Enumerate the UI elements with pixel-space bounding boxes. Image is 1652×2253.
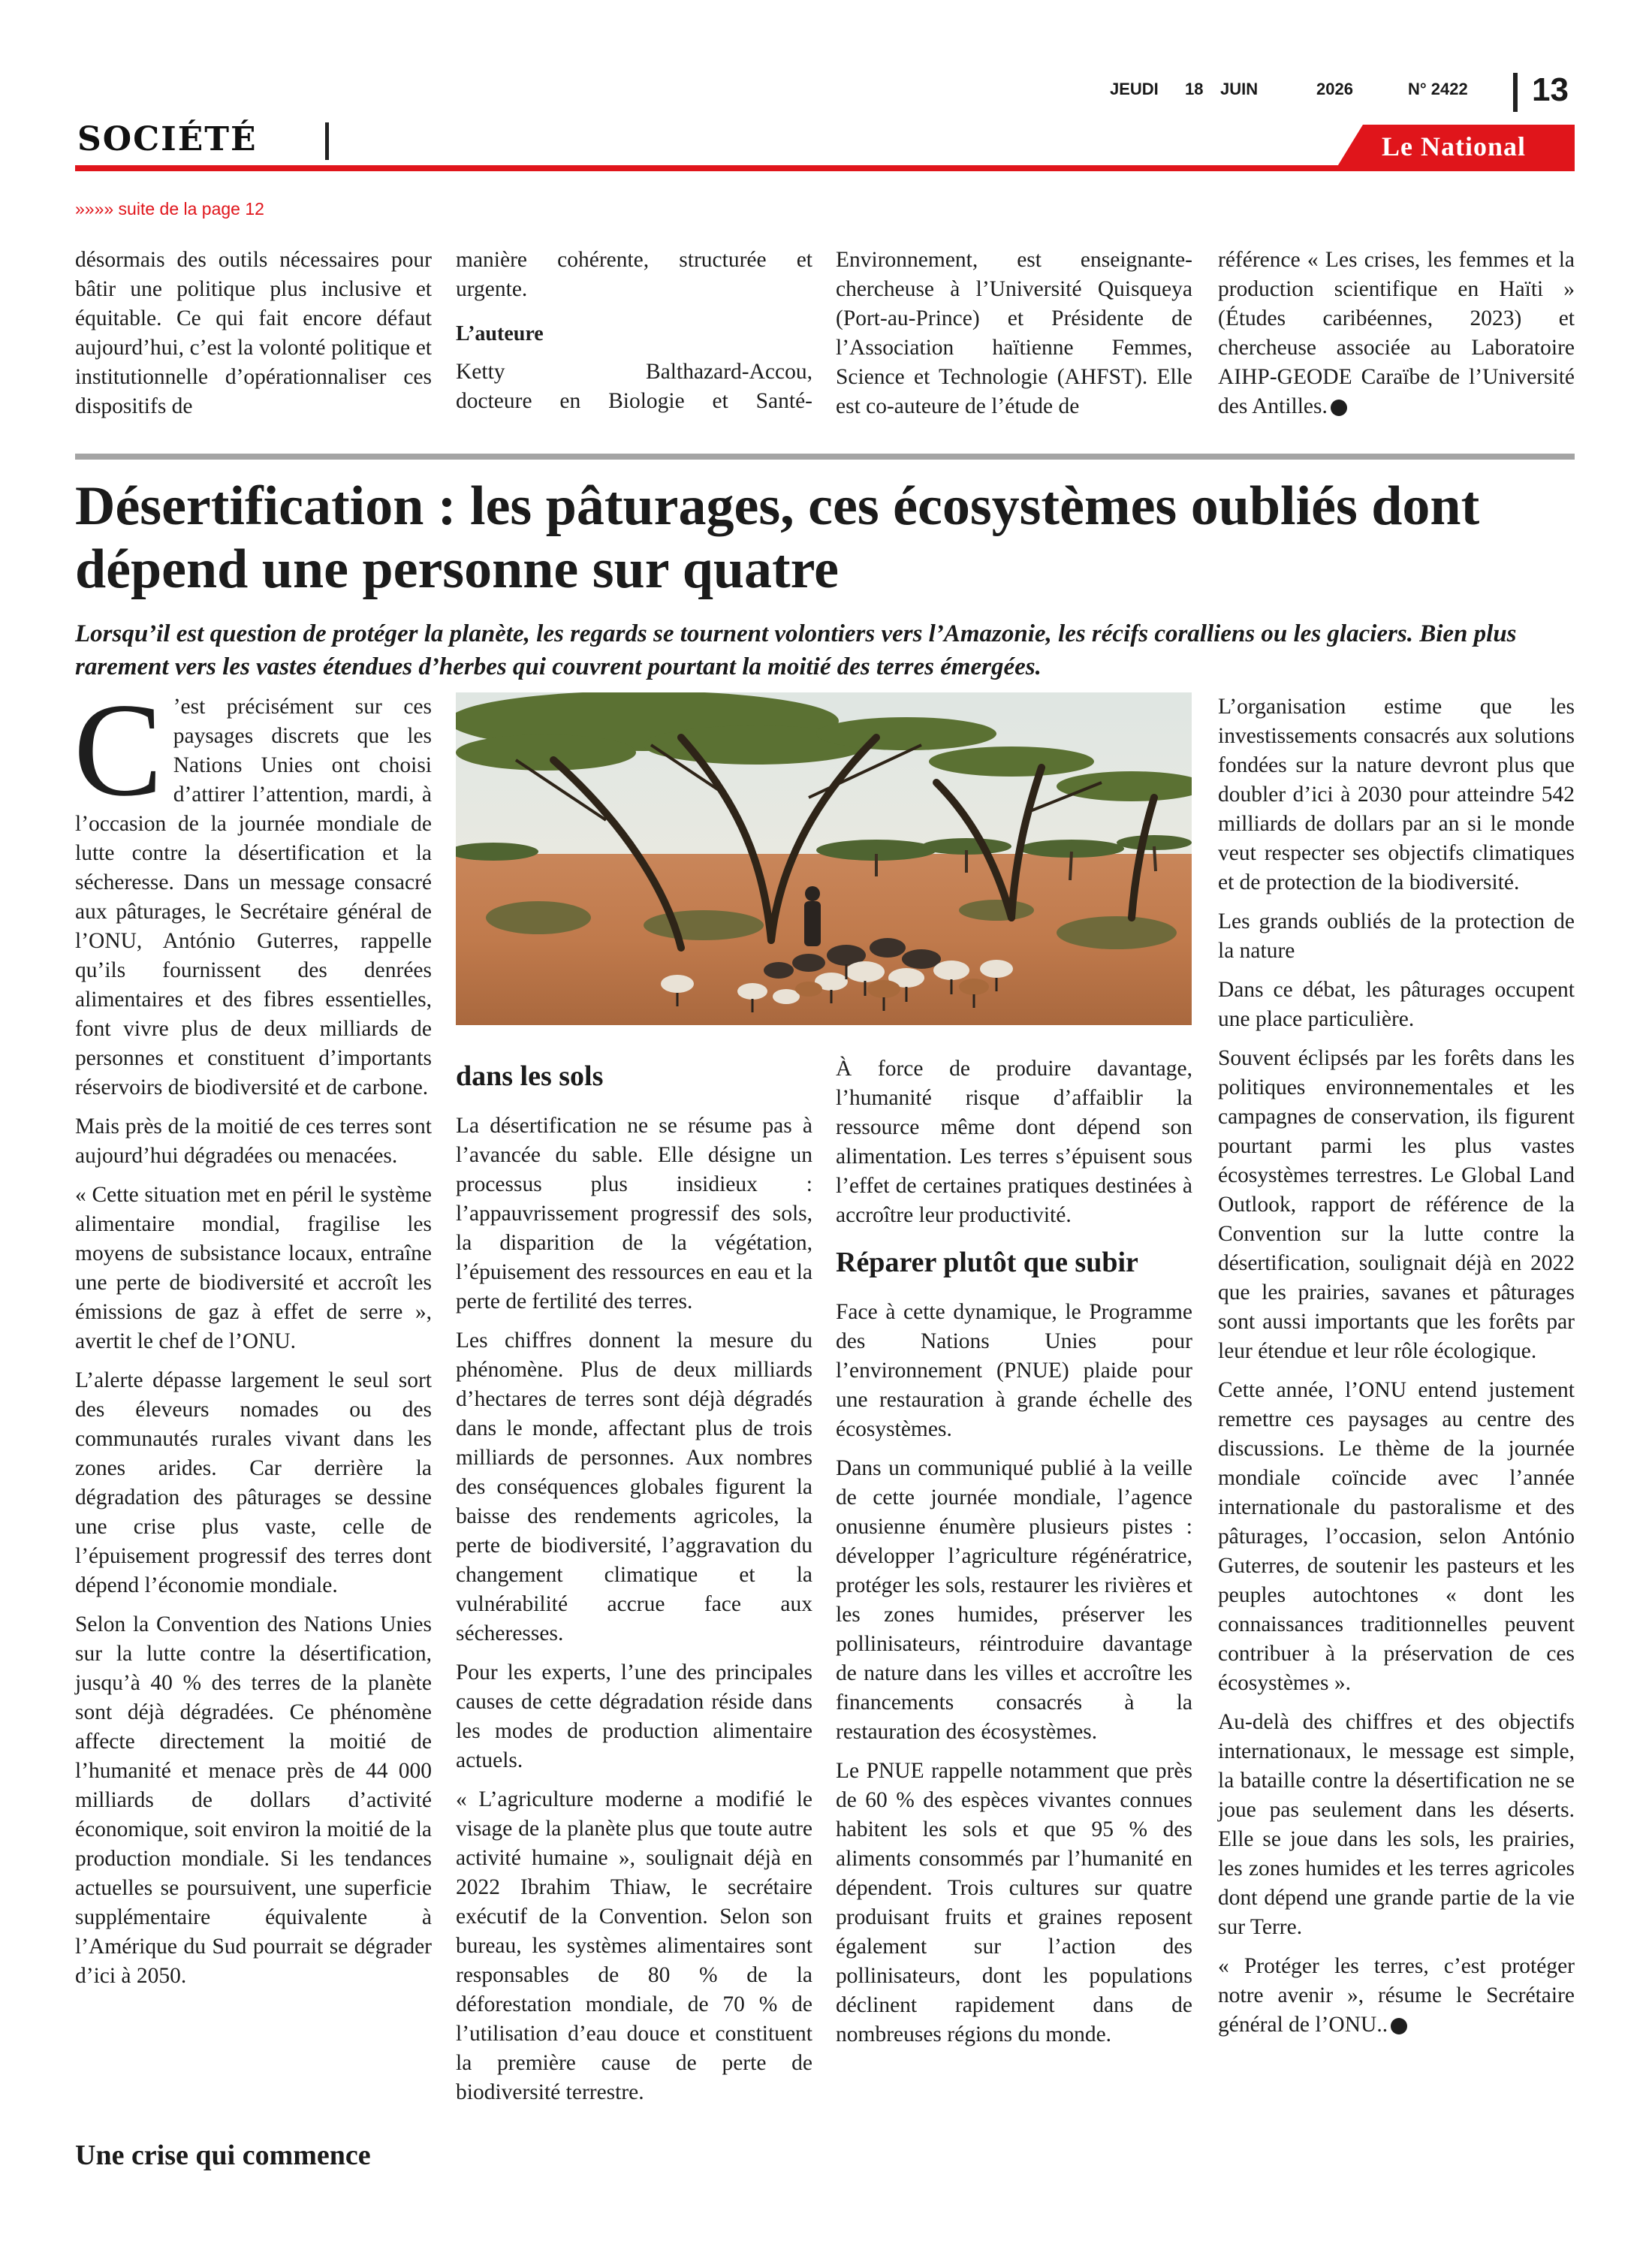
header-year: 2026 [1316, 80, 1353, 98]
prev-article-text: manière cohérente, structurée et urgente. [456, 248, 812, 301]
end-of-article-icon [1391, 2018, 1407, 2034]
article-paragraph: Dans un communiqué publié à la veille de cette journée mondiale, l’agence onusienne énumère plusieurs pistes : développer l’agriculture régénératrice, protéger les sols, restaurer les rivières et les zones humides, préserver les pollinisateurs, réintroduire davantage de nature dans les villes et accroître les financements consacrés à la restauration des écosystèmes. [836, 1456, 1192, 1744]
masthead-logo-text: Le National [1382, 131, 1527, 161]
header-month: JUIN [1220, 80, 1259, 98]
article-paragraph: Mais près de la moitié de ces terres sont aujourd’hui dégradées ou menacées. [75, 1114, 432, 1168]
subheading: Une crise qui commence [75, 2140, 371, 2171]
article-paragraph: La désertification ne se résume pas à l’avancée du sable. Elle désigne un processus plus insidieux : l’appauvrissement progressif des sols, la disparition de la végétation, l’épuisement des ressources en eau et la perte de fertilité des terres. [456, 1114, 812, 1313]
prev-article-column-3 [836, 246, 1192, 431]
article-paragraph: Le PNUE rappelle notamment que près de 60 % des espèces vivantes connues habitent les sols et que 95 % des aliments consommés par l’humanité en dépendent. Trois cultures sur quatre produisant fruits et graines reposent également sur l’action des pollinisateurs, dont les populations déclinent rapidement dans de nombreuses régions du monde. [836, 1759, 1192, 2046]
article-lede: Lorsqu’il est question de protéger la planète, les regards se tournent volontiers vers l’Amazonie, les récifs coralliens ou les glaciers. Bien plus rarement vers les vastes étendues d’herbes qui couvrent pourtant la moitié des terres émergées. [75, 620, 1517, 680]
article-column-4 [1218, 692, 1575, 2049]
section-divider [325, 122, 329, 160]
article-paragraph: Pour les experts, l’une des principales causes de cette dégradation réside dans les modes de production alimentaire actuels. [456, 1660, 812, 1772]
header-date-number: 18 [1185, 80, 1204, 98]
prev-article-text: référence « Les crises, les femmes et la production scientifique en Haïti » (Études caribéennes, 2023) et chercheuse associée au Laboratoire AIHP-GEODE Caraïbe de l’Université des Antilles. [1218, 248, 1575, 418]
prev-article-text: Environnement, est enseignante-chercheuse à l’Université Quisqueya (Port-au-Prince) et Présidente de l’Association haïtienne Femmes, Science et Technologie (AHFST). Elle est co-auteure de l’étude de [836, 248, 1192, 418]
author-heading: L’auteure [456, 322, 544, 345]
article-paragraph: Au-delà des chiffres et des objectifs internationaux, le message est simple, la bataille contre la désertification ne se joue pas seulement dans les déserts. Elle se joue dans les sols, les prairies, les zones humides et les terres agricoles dont dépend une grande partie de la vie sur Terre. [1218, 1710, 1575, 1939]
article-column-3 [836, 1054, 1192, 2059]
article-paragraph: « Protéger les terres, c’est protéger notre avenir », résume le Secrétaire général de l’ONU.. [1218, 1954, 1575, 2037]
article-paragraph: Les grands oubliés de la protection de la nature [1218, 909, 1575, 963]
author-name: Ketty Balthazard-Accou, [456, 360, 812, 384]
prev-article-column-1 [75, 246, 432, 431]
header-issue-number: N° 2422 [1408, 80, 1468, 98]
header-divider [1513, 73, 1518, 112]
article-separator-rule [75, 454, 1575, 460]
prev-article-column-4 [1218, 246, 1575, 431]
article-paragraph: Face à cette dynamique, le Programme des Nations Unies pour l’environnement (PNUE) plaide pour une restauration à grande échelle des écosystèmes. [836, 1300, 1192, 1441]
article-paragraph: Les chiffres donnent la mesure du phénomène. Plus de deux milliards d’hectares de terres sont déjà dégradés dans le monde, affectant plus de trois milliards de personnes. Aux nombres des conséquences globales figurent la baisse des rendements agricoles, la perte de biodiversité, l’aggravation du changement climatique et la vulnérabilité accrue face aux sécheresses. [456, 1329, 812, 1645]
article-paragraph: Dans ce débat, les pâturages occupent une place particulière. [1218, 978, 1575, 1031]
section-title: SOCIÉTÉ [77, 120, 258, 158]
article-paragraph: Cette année, l’ONU entend justement remettre ces paysages au centre des discussions. Le thème de la journée mondiale coïncide avec l’année internationale du pastoralisme et des pâturages, l’occasion, selon António Guterres, de soutenir les pasteurs et les peuples autochtones « dont les connaissances traditionnelles peuvent contribuer à la préservation de ces écosystèmes ». [1218, 1378, 1575, 1695]
article-headline: Désertification : les pâturages, ces écosystèmes oubliés dont dépend une personne sur quatre [75, 475, 1480, 600]
acacia-savanna-goats-herder-image [456, 692, 1192, 1025]
article-paragraph: « Cette situation met en péril le système alimentaire mondial, fragilise les moyens de subsistance locaux, entraîne une perte de biodiversité et accroît les émissions de gaz à effet de serre », avertit le chef de l’ONU. [75, 1183, 432, 1353]
drop-cap: C [74, 675, 163, 824]
article-paragraph: L’alerte dépasse largement le seul sort des éleveurs nomades ou des communautés rurales vivant dans les zones arides. Car derrière la dégradation des pâturages se dessine une crise plus vaste, celle de l’épuisement progressif des terres dont dépend l’économie mondiale. [75, 1368, 432, 1597]
continued-from-label[interactable]: »»»» suite de la page 12 [75, 199, 264, 219]
article-column-1 [74, 675, 432, 2001]
article-paragraph: L’organisation estime que les investissements consacrés aux solutions fondées sur la nature devront plus que doubler d’ici à 2030 pour atteindre 542 milliards de dollars par an si le monde veut respecter ses objectifs climatiques et de protection de la biodiversité. [1218, 695, 1575, 894]
prev-article-text: désormais des outils nécessaires pour bâtir une politique plus inclusive et équitable. Ce qui fait encore défaut aujourd’hui, c’est la volonté politique et institutionnelle d’opérationnaliser ces dispositifs de [75, 248, 432, 418]
article-paragraph: Selon la Convention des Nations Unies sur la lutte contre la désertification, jusqu’à 40 % des terres de la planète sont déjà dégradées. Ce phénomène affecte directement la moitié de l’humanité et menace près de 44 000 milliards de dollars d’activité économique, soit environ la moitié de la production mondiale. Si les tendances actuelles se poursuivent, une superficie supplémentaire équivalente à l’Amérique du Sud pourrait se dégrader d’ici à 2050. [75, 1612, 432, 1988]
article-column-2 [456, 1054, 812, 2117]
page-number: 13 [1532, 71, 1569, 108]
subheading: dans les sols [456, 1060, 604, 1092]
header-day: JEUDI [1110, 80, 1159, 98]
prev-article-column-2 [456, 246, 812, 416]
article-paragraph: ’est précisément sur ces paysages discrets que les Nations Unies ont choisi d’attirer l’attention, mardi, à l’occasion de la journée mondiale de lutte contre la désertification et la sécheresse. Dans un message consacré aux pâturages, le Secrétaire général de l’ONU, António Guterres, rappelle qu’ils fournissent des denrées alimentaires et des fibres essentielles, font vivre plus de deux milliards de personnes et constituent d’importants réservoirs de biodiversité et de carbone. [75, 695, 432, 1099]
article-paragraph: Souvent éclipsés par les forêts dans les politiques environnementales et les campagnes de conservation, ils figurent pourtant parmi les plus vastes écosystèmes terrestres. Le Global Land Outlook, rapport de référence de la Convention sur la lutte contre la désertification, soulignait déjà en 2022 que les prairies, savanes et pâturages sont aussi importants que les forêts par leur étendue et leur rôle écologique. [1218, 1046, 1575, 1363]
article-paragraph: À force de produire davantage, l’humanité risque d’affaiblir la ressource même dont dépend son alimentation. Les terres s’épuisent sous l’effet de certaines pratiques destinées à accroître leur productivité. [836, 1057, 1192, 1227]
subheading: Réparer plutôt que subir [836, 1247, 1138, 1278]
end-of-article-icon [1331, 400, 1347, 416]
article-paragraph: « L’agriculture moderne a modifié le visage de la planète plus que toute autre activité humaine », soulignait déjà en 2022 Ibrahim Thiaw, le secrétaire exécutif de la Convention. Selon son bureau, les systèmes alimentaires sont responsables de 80 % de la déforestation mondiale, de 70 % de l’utilisation d’eau douce et constituent la première cause de perte de biodiversité terrestre. [456, 1787, 812, 2104]
author-bio: docteure en Biologie et Santé- [456, 389, 812, 413]
article-photo [456, 692, 1192, 1025]
